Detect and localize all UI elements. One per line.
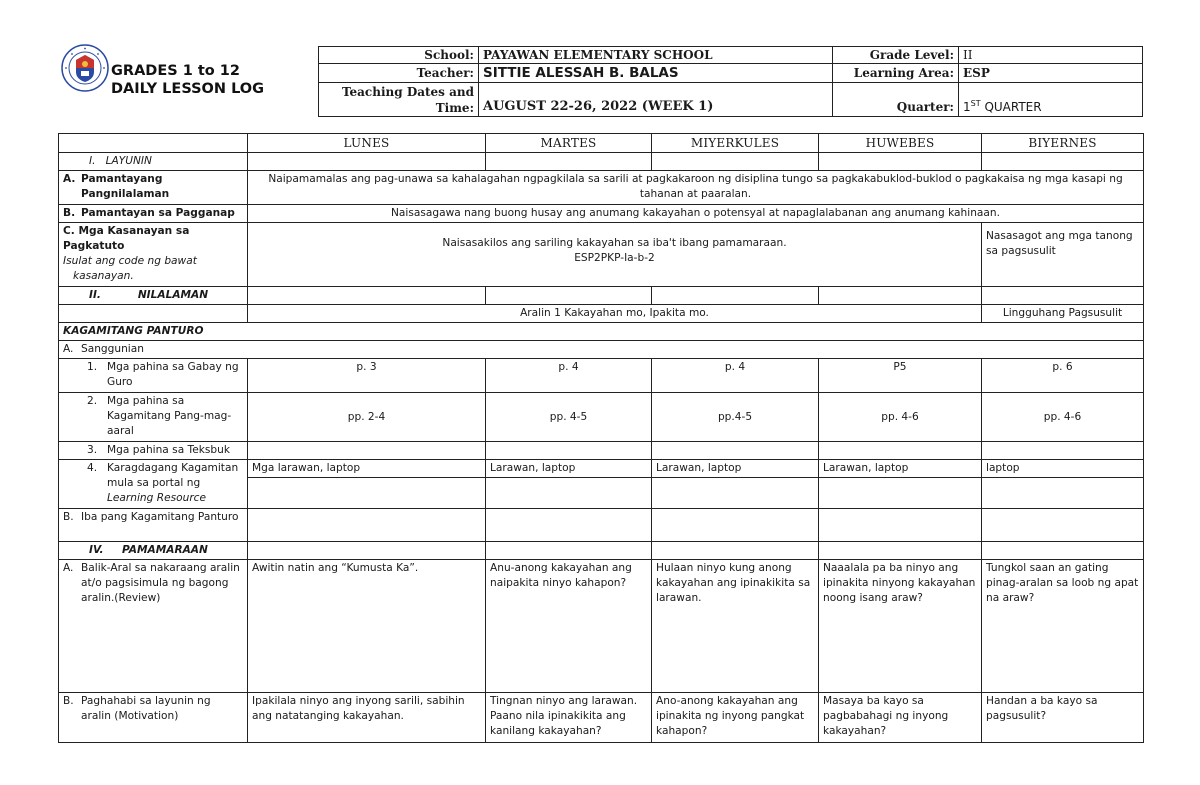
row-label [59,509,248,542]
section-row-layunin [59,153,1144,171]
table-cell: pp. 4-6 [819,393,982,442]
grade-level-label: Grade Level: [833,47,959,64]
teaching-dates-label [319,83,479,117]
table-cell [652,478,819,509]
row-title: C. Mga Kasanayan sa Pagkatuto [63,225,190,252]
table-cell [982,509,1144,542]
table-cell: Anu-anong kakayahan ang naipakita ninyo kahapon? [486,560,652,693]
table-cell [982,542,1144,560]
row-title: Mga pahina sa Kagamitang Pang-mag-aaral [107,395,232,437]
row-teksbuk [59,442,1144,460]
row-kagamitang-pang-mag-aaral [59,393,1144,442]
row-label [59,341,1144,359]
day-header-lunes: LUNES [248,134,486,153]
nilalaman-friday: Lingguhang Pagsusulit [982,305,1144,323]
table-cell: Larawan, laptop [652,460,819,478]
header-title [111,62,264,98]
table-cell [486,542,652,560]
nilalaman-lesson-value: Aralin 1 Kakayahan mo, Ipakita mo. [248,305,982,323]
header-row-school [319,47,1143,64]
row-iba-pang-kagamitan [59,509,1144,542]
day-header-martes: MARTES [486,134,652,153]
table-cell: p. 3 [248,359,486,393]
row-num: 3. [87,444,98,456]
quarter-number: 1 [963,100,971,114]
table-cell: Awitin natin ang “Kumusta Ka”. [248,560,486,693]
row-label [59,460,248,509]
table-cell: pp. 4-6 [982,393,1144,442]
table-cell [652,287,819,305]
section-label-pamamaraan [59,542,248,560]
table-cell [652,442,819,460]
table-cell [486,509,652,542]
table-cell: laptop [982,460,1144,478]
row-karagdagang-kagamitan [59,460,1144,478]
quarter-label: Quarter: [833,83,959,117]
table-cell [819,442,982,460]
row-num: 2. [87,395,98,407]
table-cell [819,287,982,305]
table-cell: Masaya ba kayo sa pagbabahagi ng inyong kakayahan? [819,693,982,743]
row-balik-aral [59,560,1144,693]
table-cell: p. 4 [652,359,819,393]
table-cell [982,442,1144,460]
table-cell [248,478,486,509]
table-cell [248,542,486,560]
table-cell [486,442,652,460]
day-header-huwebes: HUWEBES [819,134,982,153]
table-cell: Larawan, laptop [819,460,982,478]
row-label [59,560,248,693]
row-subtitle-line1: Isulat ang code ng bawat [63,255,197,267]
table-cell: Naaalala pa ba ninyo ang ipinakita ninyong kakayahan noong isang araw? [819,560,982,693]
table-cell [819,542,982,560]
row-num: B. [63,207,76,219]
corner-cell [59,134,248,153]
table-cell [982,478,1144,509]
row-pamantayan-sa-pagganap [59,205,1144,223]
teaching-dates-label-line2: Time: [435,100,474,115]
row-num: 1. [87,361,98,373]
header-title-line2: DAILY LESSON LOG [111,81,265,97]
section-label-kagamitan: KAGAMITANG PANTURO [59,323,1144,341]
quarter-superscript: ST [970,99,981,108]
table-cell [486,287,652,305]
table-cell: Mga larawan, laptop [248,460,486,478]
school-label: School: [319,47,479,64]
header-row-dates [319,83,1143,117]
kasanayan-friday: Nasasagot ang mga tanong sa pagsusulit [982,223,1144,287]
table-cell: Tungkol saan an gating pinag-aralan sa loob ng apat na araw? [982,560,1144,693]
table-cell [248,287,486,305]
table-cell: Larawan, laptop [486,460,652,478]
row-label [59,171,248,205]
table-cell: Tingnan ninyo ang larawan. Paano nila ipinakikita ang kanilang kakayahan? [486,693,652,743]
section-row-nilalaman [59,287,1144,305]
row-mga-kasanayan [59,223,1144,287]
kasanayan-value [248,223,982,287]
table-cell: p. 6 [982,359,1144,393]
table-cell [652,153,819,171]
section-row-kagamitan [59,323,1144,341]
table-cell: pp.4-5 [652,393,819,442]
section-num: IV. [89,544,104,556]
kasanayan-text: Naisasakilos ang sariling kakayahan sa iba't ibang pamamaraan. [442,237,787,249]
section-title: LAYUNIN [105,155,152,167]
row-gabay-ng-guro [59,359,1144,393]
row-title: Balik-Aral sa nakaraang aralin at/o pagsisimula ng bagong aralin.(Review) [81,562,240,604]
table-cell: pp. 4-5 [486,393,652,442]
header-title-line1: GRADES 1 to 12 [111,63,240,79]
lesson-log-table [58,133,1144,743]
table-cell [652,509,819,542]
table-cell: Hulaan ninyo kung anong kakayahan ang ipinakikita sa larawan. [652,560,819,693]
row-title: Mga pahina sa Gabay ng Guro [107,361,239,388]
table-cell [819,153,982,171]
table-cell [982,287,1144,305]
table-cell: Ano-anong kakayahan ang ipinakita ng inyong pangkat kahapon? [652,693,819,743]
row-title: Pamantayan sa Pagganap [81,207,235,219]
row-title-text: Karagdagang Kagamitan mula sa portal ng [107,462,239,489]
teacher-value: SITTIE ALESSAH B. BALAS [479,64,833,83]
table-cell: Handan a ba kayo sa pagsusulit? [982,693,1144,743]
row-title: Paghahabi sa layunin ng aralin (Motivation) [81,695,211,722]
row-title: Mga pahina sa Teksbuk [107,444,230,456]
pamantayan-sa-pagganap-value: Naisasagawa nang buong husay ang anumang kakayahan o potensyal at napaglalabanan ang anumang kahinaan. [248,205,1144,223]
table-cell [248,509,486,542]
section-row-pamamaraan [59,542,1144,560]
table-cell [59,305,248,323]
row-label [59,223,248,287]
row-num: 4. [87,462,98,474]
row-num: B. [63,695,74,707]
table-cell [819,509,982,542]
row-num: A. [63,343,74,355]
row-label [59,205,248,223]
day-header-biyernes: BIYERNES [982,134,1144,153]
row-title-italic: Learning Resource [107,492,207,504]
row-num: A. [63,173,76,185]
row-label [59,359,248,393]
table-cell: pp. 2-4 [248,393,486,442]
kasanayan-code: ESP2PKP-Ia-b-2 [574,252,655,264]
learning-area-value: ESP [959,64,1143,83]
learning-area-label: Learning Area: [833,64,959,83]
school-value: PAYAWAN ELEMENTARY SCHOOL [479,47,833,64]
teaching-dates-label-line1: Teaching Dates and [341,84,474,99]
table-cell [819,478,982,509]
table-cell [248,153,486,171]
quarter-word: QUARTER [984,100,1042,114]
day-header-row [59,134,1144,153]
table-cell [982,153,1144,171]
row-num: A. [63,562,74,574]
section-label-layunin [59,153,248,171]
quarter-value [959,83,1143,117]
header-info-table [318,46,1143,117]
row-title: Iba pang Kagamitang Panturo [81,511,239,523]
grade-level-value: II [959,47,1143,64]
row-num: B. [63,511,74,523]
table-cell: P5 [819,359,982,393]
table-cell: Ipakilala ninyo ang inyong sarili, sabihin ang natatanging kakayahan. [248,693,486,743]
deped-seal-icon [61,44,109,92]
section-title: PAMAMARAAN [121,544,208,556]
table-cell [486,153,652,171]
table-cell: p. 4 [486,359,652,393]
row-subtitle-line2: kasanayan. [73,270,134,282]
pamantayang-pangnilalaman-value: Naipamamalas ang pag-unawa sa kahalagahan ngpagkilala sa sarili at pagkakaroon ng disiplina tungo sa pagkakabuklod-buklod o pagkakaisa ng mga kasapi ng tahanan at paaralan. [248,171,1144,205]
row-title: Sanggunian [81,343,144,355]
row-label [59,442,248,460]
row-label [59,393,248,442]
teacher-label: Teacher: [319,64,479,83]
table-cell [248,442,486,460]
header-row-teacher [319,64,1143,83]
section-title: NILALAMAN [137,289,209,301]
row-title [107,461,243,506]
section-num: II. [89,289,101,301]
row-label [59,693,248,743]
section-label-nilalaman [59,287,248,305]
table-cell [486,478,652,509]
section-num: I. [89,155,96,167]
row-paghahabi [59,693,1144,743]
day-header-miyerkules: MIYERKULES [652,134,819,153]
row-sanggunian [59,341,1144,359]
row-title: Pamantayang Pangnilalaman [81,173,170,200]
row-pamantayang-pangnilalaman [59,171,1144,205]
table-cell [652,542,819,560]
teaching-dates-value: AUGUST 22-26, 2022 (WEEK 1) [479,83,833,117]
row-nilalaman-lesson [59,305,1144,323]
